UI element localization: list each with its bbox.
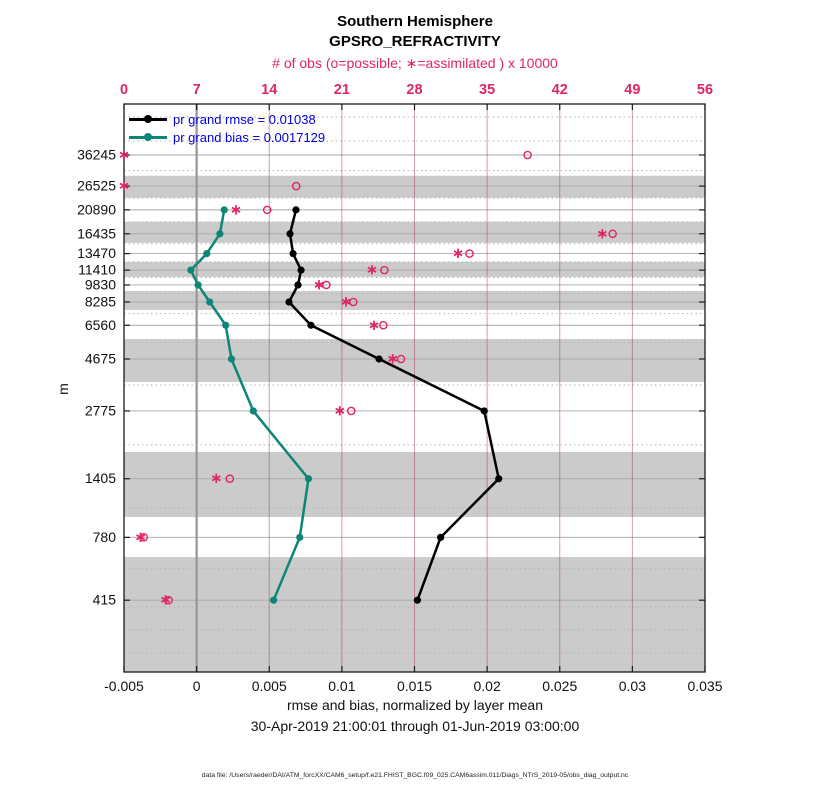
data-point-marker — [305, 475, 312, 482]
data-point-marker — [297, 267, 304, 274]
data-point-marker — [206, 298, 213, 305]
assimilated-obs-marker: ∗ — [210, 470, 223, 488]
legend-item-bias — [129, 128, 325, 146]
assimilated-obs-marker: ∗ — [134, 528, 147, 546]
data-point-marker — [289, 250, 296, 257]
svg-text:0.005: 0.005 — [251, 678, 287, 694]
data-point-marker — [194, 281, 201, 288]
svg-text:0.015: 0.015 — [396, 678, 433, 694]
data-point-marker — [292, 206, 299, 213]
data-point-marker — [203, 250, 210, 257]
data-point-marker — [221, 206, 228, 213]
data-point-marker — [286, 230, 293, 237]
svg-text:4675: 4675 — [84, 350, 116, 367]
svg-text:7: 7 — [192, 82, 201, 98]
legend-item-rmse — [129, 110, 325, 128]
svg-text:11410: 11410 — [78, 261, 116, 278]
data-point-marker — [270, 597, 277, 604]
data-point-marker — [187, 267, 194, 274]
svg-text:0: 0 — [192, 678, 201, 694]
top-tick-labels — [120, 82, 713, 98]
plot-subtitle: GPSRO_REFRACTIVITY — [329, 33, 501, 50]
svg-text:21: 21 — [333, 82, 350, 98]
data-point-marker — [481, 407, 488, 414]
data-point-marker — [222, 322, 229, 329]
svg-text:0.03: 0.03 — [618, 678, 646, 694]
legend-label-bias: pr grand bias = 0.0017129 — [173, 129, 326, 145]
data-point-marker — [216, 230, 223, 237]
legend-label-rmse: pr grand rmse = 0.01038 — [173, 111, 316, 127]
data-point-marker — [307, 322, 314, 329]
x-axis-label: rmse and bias, normalized by layer mean — [286, 697, 543, 713]
data-point-marker — [437, 534, 444, 541]
data-point-marker — [375, 355, 382, 362]
svg-text:42: 42 — [551, 82, 568, 98]
assimilated-obs-marker: ∗ — [451, 245, 465, 263]
assimilated-obs-marker: ∗ — [312, 276, 326, 294]
svg-text:49: 49 — [624, 82, 641, 98]
assimilated-obs-marker: ∗ — [386, 350, 400, 368]
svg-text:0.02: 0.02 — [473, 678, 501, 694]
left-tick-labels — [77, 147, 116, 608]
svg-text:9830: 9830 — [84, 276, 116, 293]
svg-text:780: 780 — [92, 528, 116, 545]
svg-text:8285: 8285 — [84, 293, 116, 310]
assimilated-obs-marker: ∗ — [229, 201, 243, 219]
assimilated-obs-marker: ∗ — [159, 591, 172, 609]
assimilated-obs-marker: ∗ — [339, 293, 353, 311]
svg-text:1405: 1405 — [84, 470, 116, 487]
data-point-marker — [250, 407, 257, 414]
assimilated-obs-marker: ∗ — [117, 177, 131, 195]
svg-text:415: 415 — [92, 591, 116, 608]
data-point-marker — [228, 355, 235, 362]
assimilated-obs-marker: ∗ — [333, 402, 347, 420]
chart-legend — [129, 110, 325, 146]
date-range-label: 30-Apr-2019 21:00:01 through 01-Jun-2019 03:00:00 — [250, 718, 580, 734]
svg-text:0.01: 0.01 — [328, 678, 356, 694]
y-axis-label: m — [55, 383, 71, 395]
data-point-marker — [495, 475, 502, 482]
svg-text:35: 35 — [479, 82, 496, 98]
data-point-marker — [296, 534, 303, 541]
svg-text:6560: 6560 — [84, 316, 116, 333]
svg-text:0.035: 0.035 — [687, 678, 723, 694]
svg-text:28: 28 — [406, 82, 423, 98]
bias-line-sample — [129, 136, 167, 139]
svg-text:26525: 26525 — [77, 177, 116, 194]
svg-text:2775: 2775 — [84, 402, 116, 419]
obs-axis-label: # of obs (o=possible; ∗=assimilated ) x 10000 — [272, 55, 558, 71]
bottom-tick-labels — [104, 678, 723, 694]
svg-text:16435: 16435 — [77, 225, 116, 242]
assimilated-obs-marker: ∗ — [367, 316, 381, 334]
data-point-marker — [414, 597, 421, 604]
svg-text:0.025: 0.025 — [542, 678, 578, 694]
svg-text:0: 0 — [119, 82, 129, 98]
svg-text:36245: 36245 — [77, 146, 116, 163]
svg-text:-0.005: -0.005 — [104, 678, 144, 694]
data-file-footer: data file: /Users/raeder/DAI/ATM_forcXX/CAM6_setup/f.e21.FHIST_BGC.f09_025.CAM6assim.011/Diags_NTrS_2019-05/obs_diag_output.nc — [201, 772, 629, 779]
page-title: Southern Hemisphere — [337, 13, 493, 30]
svg-text:56: 56 — [696, 82, 714, 98]
assimilated-obs-marker: ∗ — [365, 261, 379, 279]
assimilated-obs-marker: ∗ — [595, 225, 609, 243]
svg-text:14: 14 — [261, 82, 278, 98]
data-point-marker — [285, 298, 292, 305]
assimilated-obs-marker: ∗ — [117, 146, 131, 164]
data-point-marker — [294, 281, 301, 288]
rmse-line-sample — [129, 118, 167, 121]
svg-text:20890: 20890 — [77, 201, 116, 218]
svg-text:13470: 13470 — [77, 245, 116, 262]
